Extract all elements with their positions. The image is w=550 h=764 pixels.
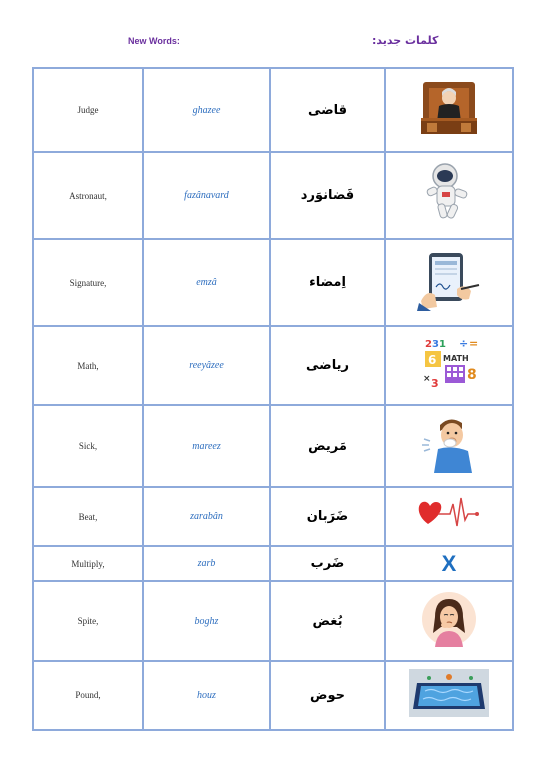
sick-person-icon bbox=[418, 415, 480, 473]
persian-word: ضَرب bbox=[270, 546, 385, 581]
table-row bbox=[33, 68, 513, 152]
table-row bbox=[33, 152, 513, 239]
svg-text:MATH: MATH bbox=[443, 354, 469, 364]
table-row bbox=[33, 661, 513, 730]
transliteration: mareez bbox=[143, 405, 270, 487]
pool-icon bbox=[409, 669, 489, 717]
svg-text:8: 8 bbox=[467, 367, 477, 384]
transliteration: zarabân bbox=[143, 487, 270, 546]
english-word: Math, bbox=[33, 326, 143, 405]
persian-word: حوض bbox=[270, 661, 385, 730]
svg-text:3: 3 bbox=[432, 339, 439, 351]
picture-cell bbox=[385, 405, 513, 487]
english-word: Multiply, bbox=[33, 546, 143, 581]
vocabulary-table bbox=[32, 67, 514, 731]
judge-icon bbox=[417, 78, 481, 138]
english-word: Spite, bbox=[33, 581, 143, 660]
page-title-english: New Words: bbox=[128, 36, 180, 46]
english-word: Signature, bbox=[33, 239, 143, 326]
table-row bbox=[33, 487, 513, 546]
svg-text:6: 6 bbox=[428, 353, 437, 368]
table-row bbox=[33, 239, 513, 326]
persian-word: ضَرَبان bbox=[270, 487, 385, 546]
table-row bbox=[33, 581, 513, 660]
picture-cell bbox=[385, 152, 513, 239]
persian-word: قاضی bbox=[270, 68, 385, 152]
english-word: Judge bbox=[33, 68, 143, 152]
transliteration: zarb bbox=[143, 546, 270, 581]
svg-text:×: × bbox=[423, 374, 431, 385]
svg-text:÷: ÷ bbox=[459, 337, 469, 351]
english-word: Beat, bbox=[33, 487, 143, 546]
page-title-persian: کلمات جدید: bbox=[372, 34, 439, 47]
transliteration: houz bbox=[143, 661, 270, 730]
transliteration: emzâ bbox=[143, 239, 270, 326]
sad-woman-icon bbox=[421, 591, 477, 647]
table-row bbox=[33, 326, 513, 405]
persian-word: ریاضی bbox=[270, 326, 385, 405]
table-row bbox=[33, 546, 513, 581]
picture-cell bbox=[385, 239, 513, 326]
persian-word: فَضانوَرد bbox=[270, 152, 385, 239]
picture-cell bbox=[385, 581, 513, 660]
picture-cell bbox=[385, 68, 513, 152]
english-word: Sick, bbox=[33, 405, 143, 487]
persian-word: بُغض bbox=[270, 581, 385, 660]
svg-text:3: 3 bbox=[431, 377, 439, 391]
table-row bbox=[33, 405, 513, 487]
picture-cell bbox=[385, 326, 513, 405]
persian-word: اِمضاء bbox=[270, 239, 385, 326]
picture-cell bbox=[385, 487, 513, 546]
svg-text:1: 1 bbox=[439, 339, 446, 351]
svg-text:2: 2 bbox=[425, 339, 432, 351]
svg-text:=: = bbox=[469, 337, 479, 351]
picture-cell bbox=[385, 546, 513, 581]
english-word: Astronaut, bbox=[33, 152, 143, 239]
multiply-icon: X bbox=[441, 550, 457, 576]
math-icon bbox=[419, 335, 479, 391]
transliteration: boghz bbox=[143, 581, 270, 660]
heartbeat-icon bbox=[416, 494, 482, 534]
persian-word: مَریض bbox=[270, 405, 385, 487]
transliteration: reeyâzee bbox=[143, 326, 270, 405]
transliteration: ghazee bbox=[143, 68, 270, 152]
astronaut-icon bbox=[421, 162, 477, 224]
english-word: Pound, bbox=[33, 661, 143, 730]
transliteration: fazânavard bbox=[143, 152, 270, 239]
signature-tablet-icon bbox=[417, 249, 481, 311]
picture-cell bbox=[385, 661, 513, 730]
